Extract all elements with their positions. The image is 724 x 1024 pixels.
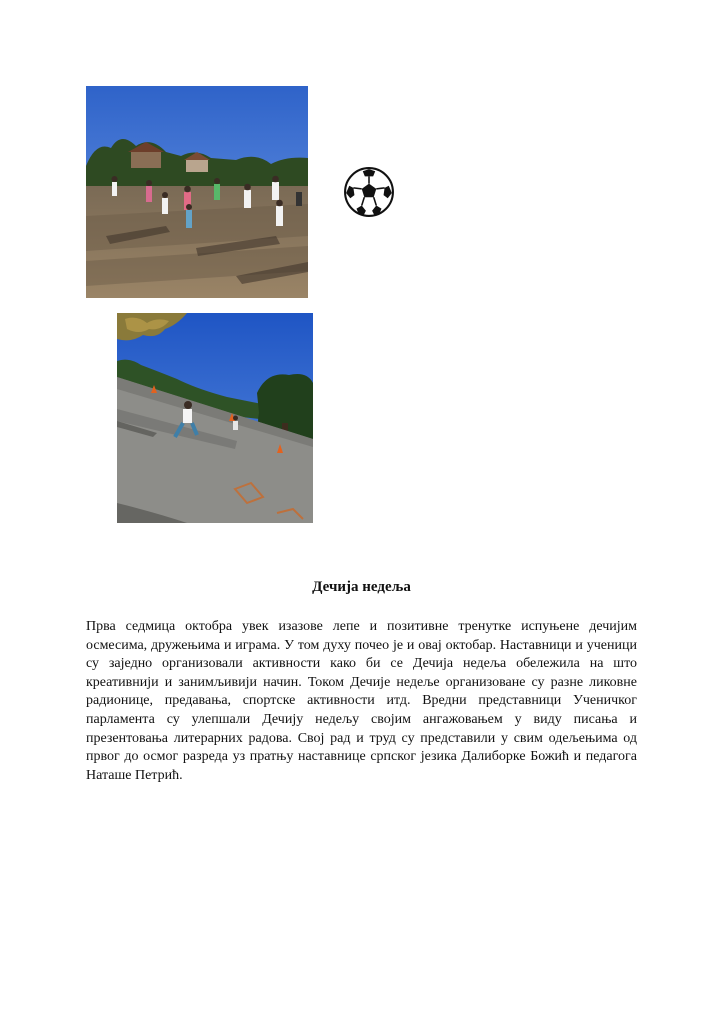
soccer-ball-icon	[343, 166, 395, 218]
article-body: Прва седмица октобра увек изазове лепе и позитивне тренутке испуњене дечијим осмесима, дружењима и играма. У том духу почео је и овај октобар. Наставници и ученици су заједно организовали активности како би се Дечија недеља обележила на што креативнији и занимљивији начин. Током Дечије недеље организоване су разне ликовне радионице, предавања, спортске активности итд. Вредни представници Ученичког парламента су улепшали Дечију недељу својим ангажовањем у виду писања и презентовања литерарних радова. Свој рад и труд су представили у свим одељењима од првог до осмог разреда уз пратњу наставнице српског језика Далиборке Божић и педагога Наташе Петрић.	[86, 619, 637, 783]
schoolyard-exercise-photo	[86, 86, 308, 298]
article-title: Дечија недеља	[312, 579, 411, 595]
playground-running-photo	[117, 313, 313, 523]
